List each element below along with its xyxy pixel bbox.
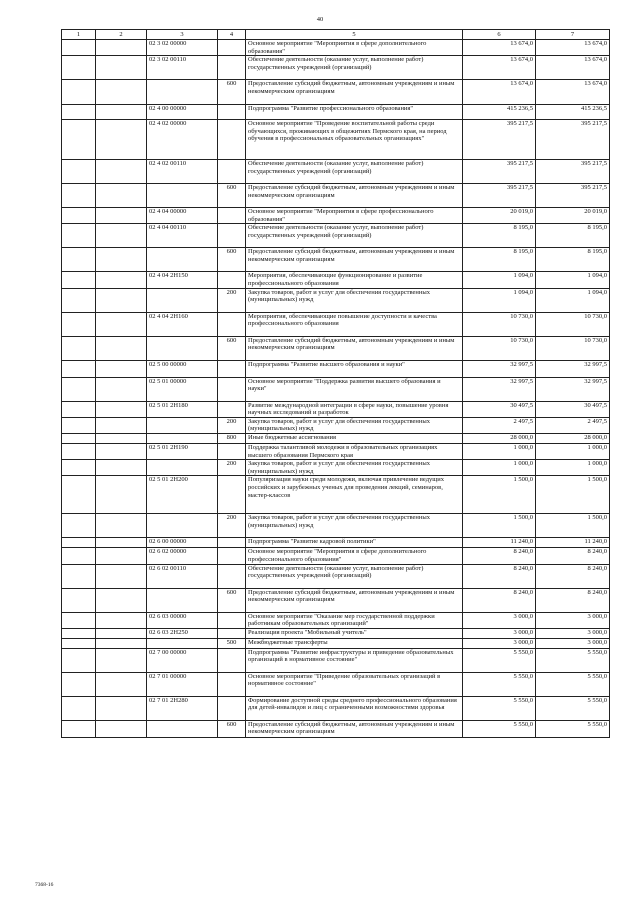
item-name-cell: Предоставление субсидий бюджетным, автономным учреждениям и иным некоммерческим организациям [246, 184, 463, 208]
target-code-cell [147, 460, 218, 476]
expense-type-cell [218, 272, 246, 288]
amount-col7-cell: 20 019,0 [536, 208, 610, 224]
empty-cell [62, 160, 96, 184]
expense-type-cell [218, 648, 246, 672]
amount-col6-cell: 395 217,5 [463, 160, 536, 184]
expense-type-cell: 600 [218, 588, 246, 612]
table-row [62, 336, 610, 360]
amount-col6-cell: 28 000,0 [463, 433, 536, 443]
item-name-cell: Закупка товаров, работ и услуг для обеспечения государственных (муниципальных) нужд [246, 514, 463, 538]
amount-col6-cell: 1 094,0 [463, 288, 536, 312]
table-row [62, 628, 610, 638]
empty-cell [62, 105, 96, 120]
item-name-cell: Развитие международной интеграции в сфере науки, повышение уровня научных исследований и разработок [246, 401, 463, 417]
empty-cell [62, 56, 96, 80]
empty-cell [62, 272, 96, 288]
expense-type-cell [218, 696, 246, 720]
amount-col6-cell: 8 240,0 [463, 548, 536, 564]
item-name-cell: Предоставление субсидий бюджетным, автономным учреждениям и иным некоммерческим организациям [246, 588, 463, 612]
item-name-cell: Предоставление субсидий бюджетным, автономным учреждениям и иным некоммерческим организациям [246, 720, 463, 737]
item-name-cell: Основное мероприятие "Мероприятия в сфере дополнительного образования" [246, 40, 463, 56]
empty-cell [62, 443, 96, 459]
table-row [62, 433, 610, 443]
empty-cell [62, 208, 96, 224]
table-row [62, 401, 610, 417]
expense-type-cell: 800 [218, 433, 246, 443]
amount-col7-cell: 8 195,0 [536, 224, 610, 248]
item-name-cell: Предоставление субсидий бюджетным, автономным учреждениям и иным некоммерческим организациям [246, 336, 463, 360]
amount-col6-cell: 5 550,0 [463, 696, 536, 720]
amount-col7-cell: 8 195,0 [536, 248, 610, 272]
amount-col6-cell: 32 997,5 [463, 360, 536, 377]
empty-cell [62, 696, 96, 720]
expense-type-cell: 600 [218, 248, 246, 272]
item-name-cell: Мероприятия, обеспечивающие повышение доступности и качества профессионального образования [246, 312, 463, 336]
item-name-cell: Закупка товаров, работ и услуг для обеспечения государственных (муниципальных) нужд [246, 417, 463, 433]
empty-cell [62, 401, 96, 417]
budget-table [61, 29, 610, 738]
amount-col7-cell: 5 550,0 [536, 672, 610, 696]
header-cell: 1 [62, 30, 96, 40]
empty-cell [62, 720, 96, 737]
empty-cell [96, 56, 147, 80]
empty-cell [96, 564, 147, 588]
target-code-cell [147, 588, 218, 612]
target-code-cell [147, 417, 218, 433]
empty-cell [62, 360, 96, 377]
target-code-cell: 02 7 01 2Н280 [147, 696, 218, 720]
amount-col6-cell: 1 000,0 [463, 443, 536, 459]
target-code-cell [147, 336, 218, 360]
amount-col6-cell: 395 217,5 [463, 120, 536, 160]
target-code-cell: 02 4 00 00000 [147, 105, 218, 120]
empty-cell [96, 514, 147, 538]
expense-type-cell: 200 [218, 288, 246, 312]
empty-cell [96, 548, 147, 564]
page-number: 40 [316, 16, 324, 23]
amount-col6-cell: 11 240,0 [463, 538, 536, 548]
table-row [62, 417, 610, 433]
target-code-cell [147, 638, 218, 648]
header-cell: 5 [246, 30, 463, 40]
target-code-cell: 02 3 02 00110 [147, 56, 218, 80]
empty-cell [96, 476, 147, 514]
target-code-cell: 02 5 01 2Н200 [147, 476, 218, 514]
amount-col6-cell: 13 674,0 [463, 40, 536, 56]
empty-cell [96, 377, 147, 401]
empty-cell [62, 120, 96, 160]
table-row [62, 160, 610, 184]
expense-type-cell [218, 377, 246, 401]
amount-col7-cell: 10 730,0 [536, 312, 610, 336]
amount-col6-cell: 395 217,5 [463, 184, 536, 208]
item-name-cell: Подпрограмма "Развитие кадровой политики" [246, 538, 463, 548]
amount-col6-cell: 10 730,0 [463, 312, 536, 336]
empty-cell [96, 401, 147, 417]
amount-col6-cell: 10 730,0 [463, 336, 536, 360]
empty-cell [96, 360, 147, 377]
empty-cell [62, 538, 96, 548]
target-code-cell [147, 514, 218, 538]
amount-col6-cell: 3 000,0 [463, 638, 536, 648]
target-code-cell: 02 4 04 2Н150 [147, 272, 218, 288]
header-cell: 3 [147, 30, 218, 40]
amount-col6-cell: 13 674,0 [463, 80, 536, 105]
target-code-cell [147, 720, 218, 737]
amount-col7-cell: 415 236,5 [536, 105, 610, 120]
expense-type-cell [218, 672, 246, 696]
amount-col6-cell: 1 000,0 [463, 460, 536, 476]
table-row [62, 224, 610, 248]
target-code-cell: 02 3 02 00000 [147, 40, 218, 56]
target-code-cell [147, 248, 218, 272]
table-row [62, 312, 610, 336]
amount-col7-cell: 2 497,5 [536, 417, 610, 433]
empty-cell [62, 648, 96, 672]
empty-cell [62, 336, 96, 360]
amount-col7-cell: 3 000,0 [536, 612, 610, 628]
amount-col7-cell: 13 674,0 [536, 56, 610, 80]
footer-code: 7368-16 [35, 882, 54, 888]
amount-col7-cell: 5 550,0 [536, 648, 610, 672]
amount-col7-cell: 395 217,5 [536, 160, 610, 184]
amount-col6-cell: 1 500,0 [463, 514, 536, 538]
amount-col6-cell: 1 500,0 [463, 476, 536, 514]
table-row [62, 288, 610, 312]
expense-type-cell [218, 208, 246, 224]
expense-type-cell [218, 401, 246, 417]
amount-col7-cell: 8 240,0 [536, 588, 610, 612]
amount-col7-cell: 5 550,0 [536, 720, 610, 737]
empty-cell [62, 460, 96, 476]
empty-cell [62, 638, 96, 648]
amount-col6-cell: 3 000,0 [463, 612, 536, 628]
table-row [62, 720, 610, 737]
target-code-cell: 02 4 02 00110 [147, 160, 218, 184]
table-row [62, 612, 610, 628]
item-name-cell: Предоставление субсидий бюджетным, автономным учреждениям и иным некоммерческим организациям [246, 80, 463, 105]
amount-col7-cell: 1 500,0 [536, 476, 610, 514]
item-name-cell: Обеспечение деятельности (оказание услуг, выполнение работ) государственных учреждений (организаций) [246, 564, 463, 588]
amount-col6-cell: 3 000,0 [463, 628, 536, 638]
empty-cell [96, 80, 147, 105]
header-cell: 6 [463, 30, 536, 40]
amount-col7-cell: 1 000,0 [536, 443, 610, 459]
table-row [62, 360, 610, 377]
table-row [62, 672, 610, 696]
amount-col6-cell: 415 236,5 [463, 105, 536, 120]
empty-cell [96, 224, 147, 248]
empty-cell [96, 312, 147, 336]
expense-type-cell [218, 224, 246, 248]
empty-cell [62, 248, 96, 272]
target-code-cell: 02 7 00 00000 [147, 648, 218, 672]
empty-cell [62, 40, 96, 56]
empty-cell [96, 184, 147, 208]
empty-cell [96, 638, 147, 648]
empty-cell [96, 272, 147, 288]
target-code-cell: 02 7 01 00000 [147, 672, 218, 696]
expense-type-cell [218, 564, 246, 588]
expense-type-cell [218, 105, 246, 120]
item-name-cell: Обеспечение деятельности (оказание услуг, выполнение работ) государственных учреждений (организаций) [246, 160, 463, 184]
amount-col7-cell: 32 997,5 [536, 377, 610, 401]
empty-cell [96, 648, 147, 672]
item-name-cell: Основное мероприятие "Мероприятия в сфере профессионального образования" [246, 208, 463, 224]
expense-type-cell [218, 360, 246, 377]
table-row [62, 696, 610, 720]
item-name-cell: Иные бюджетные ассигнования [246, 433, 463, 443]
empty-cell [96, 538, 147, 548]
expense-type-cell [218, 160, 246, 184]
table-row [62, 648, 610, 672]
item-name-cell: Основное мероприятие "Поддержка развития высшего образования и науки" [246, 377, 463, 401]
empty-cell [96, 160, 147, 184]
target-code-cell [147, 288, 218, 312]
expense-type-cell [218, 548, 246, 564]
empty-cell [62, 80, 96, 105]
target-code-cell: 02 6 02 00000 [147, 548, 218, 564]
empty-cell [62, 224, 96, 248]
empty-cell [62, 548, 96, 564]
item-name-cell: Предоставление субсидий бюджетным, автономным учреждениям и иным некоммерческим организациям [246, 248, 463, 272]
empty-cell [96, 120, 147, 160]
target-code-cell [147, 433, 218, 443]
expense-type-cell: 600 [218, 184, 246, 208]
table-row [62, 476, 610, 514]
amount-col6-cell: 2 497,5 [463, 417, 536, 433]
empty-cell [96, 588, 147, 612]
expense-type-cell [218, 538, 246, 548]
empty-cell [96, 612, 147, 628]
item-name-cell: Поддержка талантливой молодежи в образовательных организациях высшего образования Пермского края [246, 443, 463, 459]
empty-cell [96, 460, 147, 476]
expense-type-cell: 200 [218, 460, 246, 476]
table-row [62, 56, 610, 80]
table-row [62, 443, 610, 459]
item-name-cell: Основное мероприятие "Мероприятия в сфере дополнительного профессионального образования" [246, 548, 463, 564]
expense-type-cell: 600 [218, 80, 246, 105]
empty-cell [96, 248, 147, 272]
amount-col7-cell: 3 000,0 [536, 628, 610, 638]
table-row [62, 40, 610, 56]
item-name-cell: Реализация проекта "Мобильный учитель" [246, 628, 463, 638]
item-name-cell: Основное мероприятие "Оказание мер государственной поддержки работникам образовательных организаций" [246, 612, 463, 628]
expense-type-cell: 200 [218, 417, 246, 433]
amount-col6-cell: 13 674,0 [463, 56, 536, 80]
empty-cell [96, 720, 147, 737]
amount-col6-cell: 20 019,0 [463, 208, 536, 224]
amount-col7-cell: 13 674,0 [536, 80, 610, 105]
expense-type-cell [218, 612, 246, 628]
amount-col6-cell: 1 094,0 [463, 272, 536, 288]
amount-col7-cell: 1 094,0 [536, 272, 610, 288]
amount-col7-cell: 3 000,0 [536, 638, 610, 648]
table-row [62, 120, 610, 160]
table-row [62, 538, 610, 548]
empty-cell [62, 612, 96, 628]
target-code-cell: 02 6 03 2Н250 [147, 628, 218, 638]
target-code-cell: 02 5 00 00000 [147, 360, 218, 377]
target-code-cell: 02 4 04 00110 [147, 224, 218, 248]
expense-type-cell [218, 120, 246, 160]
amount-col6-cell: 30 497,5 [463, 401, 536, 417]
table-row [62, 80, 610, 105]
empty-cell [96, 628, 147, 638]
empty-cell [96, 336, 147, 360]
table-row [62, 548, 610, 564]
expense-type-cell: 600 [218, 336, 246, 360]
expense-type-cell [218, 40, 246, 56]
item-name-cell: Подпрограмма "Развитие высшего образования и науки" [246, 360, 463, 377]
empty-cell [62, 476, 96, 514]
item-name-cell: Обеспечение деятельности (оказание услуг, выполнение работ) государственных учреждений (организаций) [246, 224, 463, 248]
item-name-cell: Закупка товаров, работ и услуг для обеспечения государственных (муниципальных) нужд [246, 288, 463, 312]
target-code-cell: 02 5 01 2Н190 [147, 443, 218, 459]
target-code-cell: 02 5 01 00000 [147, 377, 218, 401]
empty-cell [96, 443, 147, 459]
table-row [62, 460, 610, 476]
amount-col7-cell: 8 240,0 [536, 564, 610, 588]
empty-cell [62, 417, 96, 433]
empty-cell [62, 288, 96, 312]
expense-type-cell: 200 [218, 514, 246, 538]
expense-type-cell: 500 [218, 638, 246, 648]
expense-type-cell [218, 628, 246, 638]
empty-cell [96, 105, 147, 120]
amount-col7-cell: 1 500,0 [536, 514, 610, 538]
empty-cell [96, 40, 147, 56]
empty-cell [62, 377, 96, 401]
expense-type-cell [218, 476, 246, 514]
target-code-cell [147, 184, 218, 208]
table-row [62, 588, 610, 612]
empty-cell [62, 433, 96, 443]
target-code-cell: 02 6 03 00000 [147, 612, 218, 628]
item-name-cell: Популяризация науки среди молодежи, включая привлечение ведущих российских и зарубежных ученых для проведения лекций, семинаров, мастер-классов [246, 476, 463, 514]
amount-col7-cell: 395 217,5 [536, 184, 610, 208]
table-row [62, 564, 610, 588]
amount-col6-cell: 5 550,0 [463, 672, 536, 696]
empty-cell [96, 672, 147, 696]
header-cell: 2 [96, 30, 147, 40]
amount-col6-cell: 8 195,0 [463, 248, 536, 272]
table-row [62, 514, 610, 538]
header-row [62, 30, 610, 40]
table-row [62, 638, 610, 648]
table-row [62, 184, 610, 208]
target-code-cell [147, 80, 218, 105]
empty-cell [96, 288, 147, 312]
table-row [62, 208, 610, 224]
target-code-cell: 02 6 02 00110 [147, 564, 218, 588]
amount-col7-cell: 10 730,0 [536, 336, 610, 360]
target-code-cell: 02 4 04 00000 [147, 208, 218, 224]
amount-col7-cell: 1 094,0 [536, 288, 610, 312]
amount-col6-cell: 5 550,0 [463, 720, 536, 737]
amount-col6-cell: 8 195,0 [463, 224, 536, 248]
item-name-cell: Межбюджетные трансферты [246, 638, 463, 648]
empty-cell [96, 417, 147, 433]
empty-cell [62, 588, 96, 612]
amount-col7-cell: 8 240,0 [536, 548, 610, 564]
expense-type-cell [218, 443, 246, 459]
amount-col7-cell: 11 240,0 [536, 538, 610, 548]
item-name-cell: Мероприятия, обеспечивающие функционирование и развитие профессионального образования [246, 272, 463, 288]
empty-cell [62, 628, 96, 638]
amount-col7-cell: 13 674,0 [536, 40, 610, 56]
header-cell: 7 [536, 30, 610, 40]
empty-cell [62, 564, 96, 588]
amount-col6-cell: 5 550,0 [463, 648, 536, 672]
table-row [62, 272, 610, 288]
empty-cell [96, 433, 147, 443]
target-code-cell: 02 4 02 00000 [147, 120, 218, 160]
empty-cell [96, 696, 147, 720]
empty-cell [96, 208, 147, 224]
empty-cell [62, 184, 96, 208]
expense-type-cell [218, 312, 246, 336]
amount-col6-cell: 8 240,0 [463, 588, 536, 612]
amount-col7-cell: 1 000,0 [536, 460, 610, 476]
amount-col7-cell: 28 000,0 [536, 433, 610, 443]
table-row [62, 105, 610, 120]
amount-col6-cell: 8 240,0 [463, 564, 536, 588]
amount-col7-cell: 32 997,5 [536, 360, 610, 377]
expense-type-cell: 600 [218, 720, 246, 737]
item-name-cell: Подпрограмма "Развитие профессионального образования" [246, 105, 463, 120]
table-row [62, 377, 610, 401]
target-code-cell: 02 6 00 00000 [147, 538, 218, 548]
header-cell: 4 [218, 30, 246, 40]
empty-cell [62, 514, 96, 538]
amount-col7-cell: 395 217,5 [536, 120, 610, 160]
target-code-cell: 02 5 01 2Н180 [147, 401, 218, 417]
empty-cell [62, 672, 96, 696]
item-name-cell: Подпрограмма "Развитие инфраструктуры и приведение образовательных организаций в нормативное состояние" [246, 648, 463, 672]
target-code-cell: 02 4 04 2Н160 [147, 312, 218, 336]
empty-cell [62, 312, 96, 336]
amount-col7-cell: 5 550,0 [536, 696, 610, 720]
item-name-cell: Основное мероприятие "Приведение образовательных организаций в нормативное состояние" [246, 672, 463, 696]
amount-col6-cell: 32 997,5 [463, 377, 536, 401]
table-row [62, 248, 610, 272]
amount-col7-cell: 30 497,5 [536, 401, 610, 417]
item-name-cell: Основное мероприятие "Проведение воспитательной работы среди обучающихся, проживающих в общежитиях Пермского края, на период обучения в профессиональных образовательных организациях" [246, 120, 463, 160]
item-name-cell: Обеспечение деятельности (оказание услуг, выполнение работ) государственных учреждений (организаций) [246, 56, 463, 80]
item-name-cell: Формирование доступной среды среднего профессионального образования для детей-инвалидов и лиц с ограниченными возможностями здоровья [246, 696, 463, 720]
expense-type-cell [218, 56, 246, 80]
item-name-cell: Закупка товаров, работ и услуг для обеспечения государственных (муниципальных) нужд [246, 460, 463, 476]
